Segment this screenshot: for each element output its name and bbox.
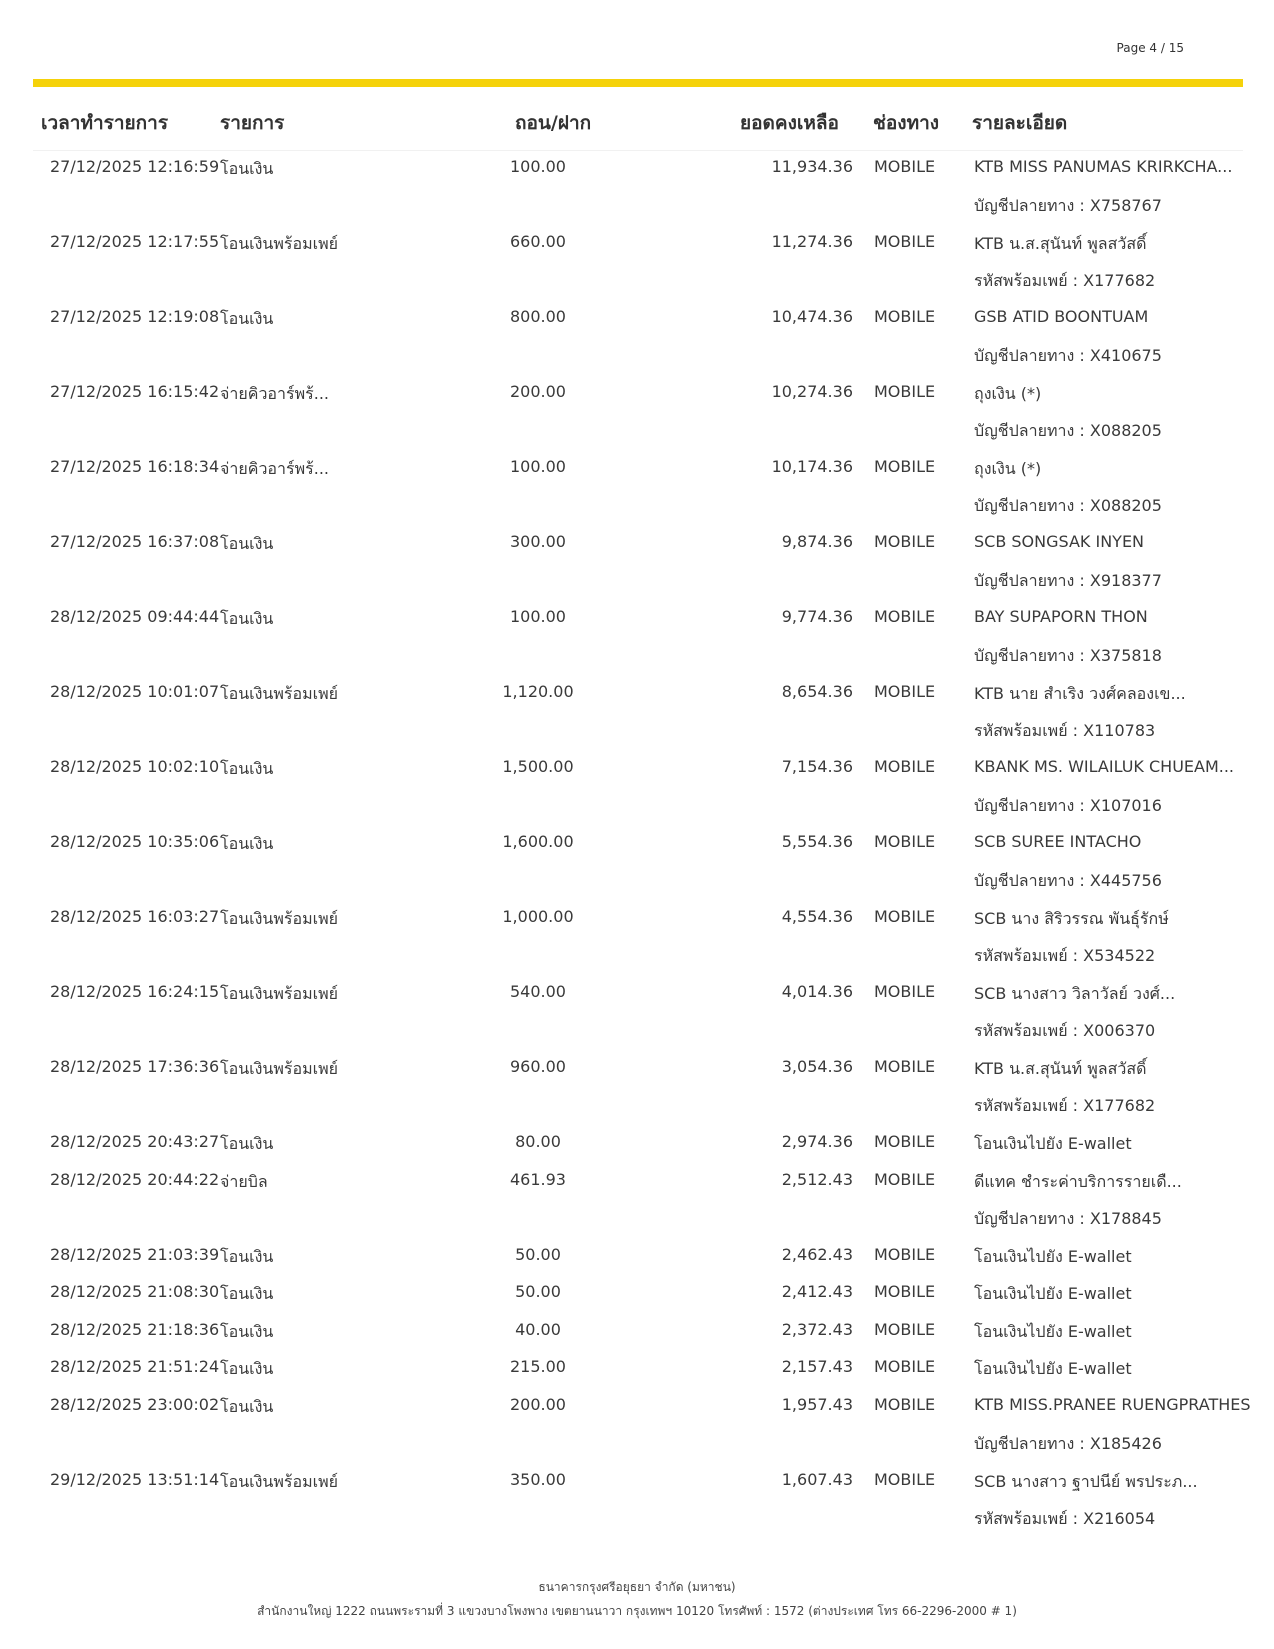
cell-description: โอนเงิน [220, 1396, 274, 1416]
cell-description: จ่ายคิวอาร์พร้... [220, 384, 330, 403]
cell-channel: MOBILE [874, 1394, 936, 1414]
cell-detail: KTB MISS.PRANEE RUENGPRATHES [974, 1394, 1251, 1414]
cell-balance: 3,054.36 [781, 1057, 853, 1076]
cell-channel: MOBILE [874, 1244, 936, 1264]
cell-channel: MOBILE [874, 232, 936, 251]
cell-detail-secondary: รหัสพร้อมเพย์ : X110783 [974, 721, 1156, 740]
page-indicator: Page 4 / 15 [1116, 41, 1184, 55]
cell-channel: MOBILE [874, 382, 936, 401]
cell-channel: MOBILE [874, 832, 936, 851]
cell-amount: 215.00 [510, 1357, 566, 1376]
table-row [33, 1051, 1243, 1126]
cell-amount: 80.00 [515, 1132, 561, 1151]
cell-amount: 100.00 [510, 157, 566, 176]
cell-detail: โอนเงินไปยัง E-wallet [974, 1321, 1132, 1341]
cell-time: 28/12/2025 17:36:36 [50, 1057, 220, 1076]
cell-amount: 200.00 [510, 1394, 566, 1414]
cell-time: 27/12/2025 12:19:08 [50, 307, 220, 326]
header-description: รายการ [220, 112, 285, 134]
table-row [33, 151, 1243, 226]
cell-time: 27/12/2025 12:17:55 [50, 232, 220, 251]
cell-description: โอนเงิน [220, 1134, 274, 1153]
cell-detail-secondary: บัญชีปลายทาง : X375818 [974, 646, 1162, 665]
cell-channel: MOBILE [874, 1282, 936, 1301]
cell-balance: 10,474.36 [771, 307, 853, 326]
cell-detail-secondary: บัญชีปลายทาง : X758767 [974, 196, 1162, 215]
cell-detail-secondary: รหัสพร้อมเพย์ : X177682 [974, 271, 1156, 290]
cell-detail: SCB SUREE INTACHO [974, 832, 1142, 851]
table-row [33, 601, 1243, 676]
cell-description: โอนเงินพร้อมเพย์ [220, 984, 339, 1003]
cell-detail-secondary: รหัสพร้อมเพย์ : X177682 [974, 1096, 1156, 1115]
cell-description: โอนเงิน [220, 1284, 274, 1303]
cell-channel: MOBILE [874, 682, 936, 701]
cell-balance: 2,372.43 [781, 1319, 853, 1339]
cell-detail-secondary: บัญชีปลายทาง : X088205 [974, 496, 1162, 515]
cell-time: 28/12/2025 10:02:10 [50, 757, 220, 776]
cell-time: 28/12/2025 16:24:15 [50, 982, 220, 1001]
cell-description: โอนเงินพร้อมเพย์ [220, 1471, 339, 1491]
cell-detail-secondary: รหัสพร้อมเพย์ : X006370 [974, 1021, 1156, 1040]
cell-description: โอนเงิน [220, 1359, 274, 1378]
header-balance: ยอดคงเหลือ [740, 112, 839, 134]
cell-time: 28/12/2025 21:51:24 [50, 1357, 220, 1376]
cell-time: 28/12/2025 21:18:36 [50, 1319, 220, 1339]
cell-amount: 1,120.00 [502, 682, 574, 701]
table-row [33, 1389, 1251, 1464]
cell-channel: MOBILE [874, 607, 936, 626]
header-amount: ถอน/ฝาก [515, 112, 592, 134]
table-row [33, 1351, 1243, 1389]
footer [0, 1575, 1274, 1623]
cell-detail: ดีแทค ชำระค่าบริการรายเดื... [974, 1171, 1182, 1191]
cell-amount: 350.00 [510, 1469, 566, 1489]
cell-channel: MOBILE [874, 457, 936, 476]
cell-description: โอนเงิน [220, 759, 274, 778]
cell-balance: 4,554.36 [781, 907, 853, 926]
table-row [33, 1276, 1243, 1314]
cell-detail: KBANK MS. WILAILUK CHUEAM... [974, 757, 1235, 776]
cell-time: 28/12/2025 09:44:44 [50, 607, 220, 626]
cell-time: 28/12/2025 21:03:39 [50, 1244, 220, 1264]
cell-detail-secondary: รหัสพร้อมเพย์ : X216054 [974, 1508, 1156, 1528]
cell-detail: SCB นางสาว ฐาปนีย์ พรประภ... [974, 1471, 1198, 1491]
transaction-table [33, 150, 1251, 1539]
cell-channel: MOBILE [874, 1057, 936, 1076]
footer-address: สำนักงานใหญ่ 1222 ถนนพระรามที่ 3 แขวงบางโพงพาง เขตยานนาวา กรุงเทพฯ 10120 โทรศัพท์ : 1572 (ต่างประเทศ โทร 66-2296-2000 # 1) [257, 1604, 1017, 1618]
cell-description: โอนเงิน [220, 834, 274, 853]
cell-description: โอนเงิน [220, 609, 274, 628]
cell-amount: 50.00 [515, 1244, 561, 1264]
cell-detail: KTB น.ส.สุนันท์ พูลสวัสดิ์ [974, 1059, 1147, 1078]
cell-balance: 4,014.36 [781, 982, 853, 1001]
cell-balance: 11,934.36 [771, 157, 853, 176]
cell-balance: 1,957.43 [781, 1394, 853, 1414]
cell-description: โอนเงิน [220, 1321, 274, 1341]
cell-balance: 1,607.43 [781, 1469, 853, 1489]
cell-description: โอนเงินพร้อมเพย์ [220, 909, 339, 928]
table-row [33, 301, 1243, 376]
cell-detail: GSB ATID BOONTUAM [974, 307, 1149, 326]
cell-amount: 800.00 [510, 307, 566, 326]
cell-detail: โอนเงินไปยัง E-wallet [974, 1246, 1132, 1266]
cell-channel: MOBILE [874, 1132, 936, 1151]
cell-time: 27/12/2025 12:16:59 [50, 157, 220, 176]
cell-channel: MOBILE [874, 907, 936, 926]
table-row [33, 1314, 1243, 1352]
cell-balance: 2,157.43 [781, 1357, 853, 1376]
cell-amount: 660.00 [510, 232, 566, 251]
cell-description: จ่ายคิวอาร์พร้... [220, 459, 330, 478]
cell-time: 27/12/2025 16:37:08 [50, 532, 220, 551]
cell-channel: MOBILE [874, 757, 936, 776]
cell-channel: MOBILE [874, 1169, 936, 1189]
header-accent-bar [33, 79, 1243, 87]
cell-amount: 200.00 [510, 382, 566, 401]
cell-detail: โอนเงินไปยัง E-wallet [974, 1359, 1132, 1378]
table-header [0, 108, 1274, 138]
cell-detail: โอนเงินไปยัง E-wallet [974, 1284, 1132, 1303]
table-row [33, 376, 1243, 451]
cell-channel: MOBILE [874, 307, 936, 326]
cell-amount: 40.00 [515, 1319, 561, 1339]
header-time: เวลาทำรายการ [41, 112, 169, 134]
table-row [33, 901, 1243, 976]
cell-detail-secondary: บัญชีปลายทาง : X445756 [974, 871, 1162, 890]
cell-balance: 9,874.36 [781, 532, 853, 551]
cell-amount: 300.00 [510, 532, 566, 551]
table-row [33, 976, 1243, 1051]
cell-description: โอนเงินพร้อมเพย์ [220, 234, 339, 253]
cell-time: 28/12/2025 10:01:07 [50, 682, 220, 701]
cell-description: โอนเงิน [220, 159, 274, 178]
cell-description: โอนเงิน [220, 1246, 274, 1266]
cell-description: จ่ายบิล [220, 1171, 268, 1191]
cell-balance: 9,774.36 [781, 607, 853, 626]
cell-detail-secondary: รหัสพร้อมเพย์ : X534522 [974, 946, 1156, 965]
cell-channel: MOBILE [874, 532, 936, 551]
table-row [33, 676, 1243, 751]
cell-time: 28/12/2025 23:00:02 [50, 1394, 220, 1414]
cell-detail: BAY SUPAPORN THON [974, 607, 1148, 626]
cell-detail: KTB นาย สำเริง วงศ์คลองเข... [974, 684, 1186, 703]
cell-time: 28/12/2025 16:03:27 [50, 907, 220, 926]
header-channel: ช่องทาง [873, 112, 940, 134]
cell-time: 27/12/2025 16:15:42 [50, 382, 220, 401]
cell-detail: SCB SONGSAK INYEN [974, 532, 1145, 551]
table-row [33, 1239, 1243, 1277]
cell-amount: 540.00 [510, 982, 566, 1001]
cell-detail: SCB นางสาว วิลาวัลย์ วงศ์... [974, 984, 1176, 1003]
table-row [33, 1464, 1243, 1539]
cell-detail: KTB น.ส.สุนันท์ พูลสวัสดิ์ [974, 234, 1147, 253]
cell-time: 29/12/2025 13:51:14 [50, 1469, 220, 1489]
cell-detail-secondary: บัญชีปลายทาง : X185426 [974, 1433, 1162, 1453]
cell-amount: 960.00 [510, 1057, 566, 1076]
cell-balance: 7,154.36 [781, 757, 853, 776]
cell-amount: 1,600.00 [502, 832, 574, 851]
cell-time: 28/12/2025 20:44:22 [50, 1169, 220, 1189]
cell-amount: 100.00 [510, 457, 566, 476]
cell-detail-secondary: บัญชีปลายทาง : X178845 [974, 1208, 1162, 1228]
cell-detail: KTB MISS PANUMAS KRIRKCHA... [974, 157, 1233, 176]
cell-time: 28/12/2025 20:43:27 [50, 1132, 220, 1151]
cell-amount: 1,000.00 [502, 907, 574, 926]
table-row [33, 826, 1243, 901]
cell-balance: 2,462.43 [781, 1244, 853, 1264]
cell-balance: 10,174.36 [771, 457, 853, 476]
cell-amount: 100.00 [510, 607, 566, 626]
cell-balance: 5,554.36 [781, 832, 853, 851]
header-detail: รายละเอียด [972, 112, 1068, 134]
cell-amount: 461.93 [510, 1169, 566, 1189]
cell-channel: MOBILE [874, 1319, 936, 1339]
footer-bank-name: ธนาคารกรุงศรีอยุธยา จำกัด (มหาชน) [538, 1580, 736, 1594]
table-row [33, 1126, 1243, 1164]
cell-channel: MOBILE [874, 1469, 936, 1489]
cell-description: โอนเงิน [220, 534, 274, 553]
cell-balance: 10,274.36 [771, 382, 853, 401]
cell-detail: โอนเงินไปยัง E-wallet [974, 1134, 1132, 1153]
cell-detail: ถุงเงิน (*) [974, 459, 1042, 478]
cell-detail: SCB นาง สิริวรรณ พันธุ์รักษ์ [974, 909, 1169, 928]
table-row [33, 526, 1243, 601]
cell-balance: 2,412.43 [781, 1282, 853, 1301]
table-row [33, 451, 1243, 526]
cell-description: โอนเงินพร้อมเพย์ [220, 1059, 339, 1078]
cell-time: 27/12/2025 16:18:34 [50, 457, 220, 476]
cell-channel: MOBILE [874, 1357, 936, 1376]
cell-amount: 50.00 [515, 1282, 561, 1301]
cell-description: โอนเงิน [220, 309, 274, 328]
cell-detail-secondary: บัญชีปลายทาง : X410675 [974, 346, 1162, 365]
cell-balance: 11,274.36 [771, 232, 853, 251]
cell-balance: 2,974.36 [781, 1132, 853, 1151]
cell-time: 28/12/2025 21:08:30 [50, 1282, 220, 1301]
cell-detail: ถุงเงิน (*) [974, 384, 1042, 403]
table-row [33, 226, 1243, 301]
cell-detail-secondary: บัญชีปลายทาง : X088205 [974, 421, 1162, 440]
cell-detail-secondary: บัญชีปลายทาง : X107016 [974, 796, 1162, 815]
cell-detail-secondary: บัญชีปลายทาง : X918377 [974, 571, 1162, 590]
cell-amount: 1,500.00 [502, 757, 574, 776]
cell-channel: MOBILE [874, 982, 936, 1001]
table-row [33, 1164, 1243, 1239]
cell-time: 28/12/2025 10:35:06 [50, 832, 220, 851]
cell-balance: 8,654.36 [781, 682, 853, 701]
cell-channel: MOBILE [874, 157, 936, 176]
cell-description: โอนเงินพร้อมเพย์ [220, 684, 339, 703]
table-row [33, 751, 1243, 826]
cell-balance: 2,512.43 [781, 1169, 853, 1189]
